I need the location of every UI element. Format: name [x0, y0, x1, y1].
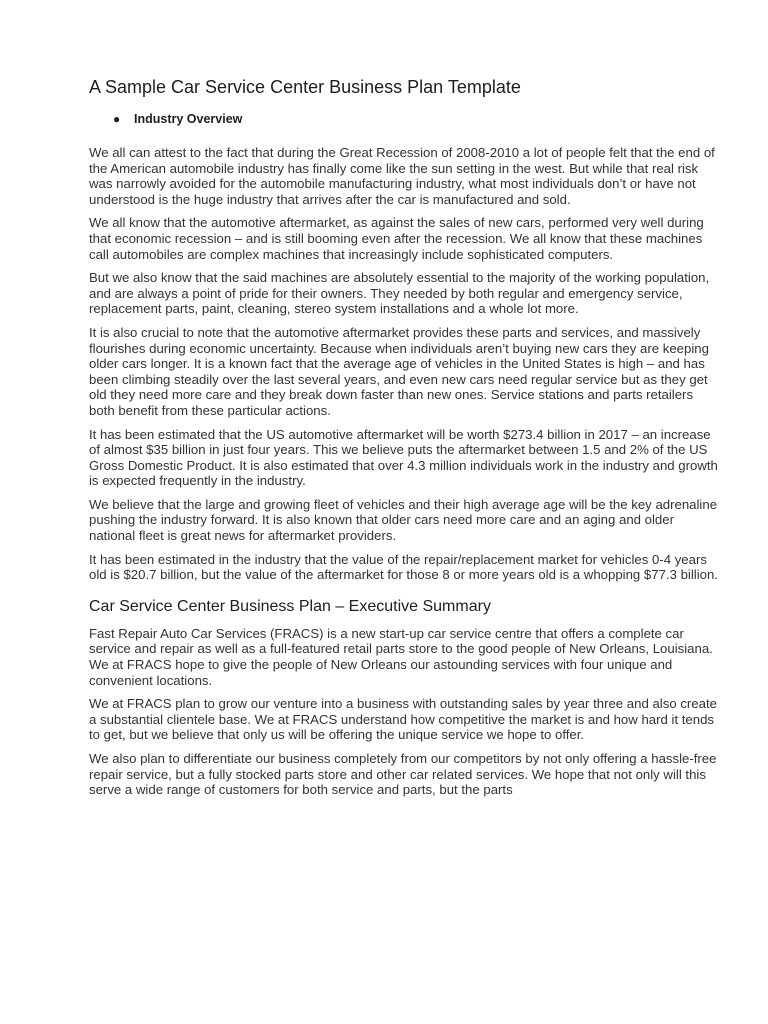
bullet-dot-icon: ●: [113, 112, 121, 126]
paragraph: We all can attest to the fact that during the Great Recession of 2008-2010 a lot of people felt that the end of the American automobile industry has finally come like the sun setting in the west. But while that real risk was narrowly avoided for the automobile manufacturing industry, what most individuals don’t or have not understood is the huge industry that arrives after the car is manufactured and sold.: [89, 145, 715, 207]
paragraph: We also plan to differentiate our business completely from our competitors by not only offering a hassle-free repair service, but a fully stocked parts store and other car related services. We hope that not only will this serve a wide range of customers for both service and parts, but the parts: [89, 751, 717, 798]
paragraph: We at FRACS plan to grow our venture into a business with outstanding sales by year three and also create a substantial clientele base. We at FRACS understand how competitive the market is and how hard it tends to get, but we believe that only us will be offering the unique service we hope to offer.: [89, 696, 717, 743]
paragraph: It has been estimated that the US automotive aftermarket will be worth $273.4 billion in 2017 – an increase of almost $35 billion in just four years. This we believe puts the aftermarket between 1.5 and 2% of the US Gross Domestic Product. It is also estimated that over 4.3 million individuals work in the industry and growth is expected frequently in the industry.: [89, 426, 718, 489]
bullet-list: [89, 111, 722, 127]
document-title: A Sample Car Service Center Business Plan Template: [89, 77, 521, 97]
paragraph: We believe that the large and growing fleet of vehicles and their high average age will be the key adrenaline pushing the industry forward. It is also known that older cars need more care and an aging and older national fleet is great news for aftermarket providers.: [89, 496, 718, 544]
paragraph: It is also crucial to note that the automotive aftermarket provides these parts and services, and massively flourishes during economic uncertainty. Because when individuals aren’t buying new cars they are keeping older cars longer. It is a known fact that the average age of vehicles in the United States is high – and has been climbing steadily over the last several years, and even new cars need regular service but as they get old they need more care and they break down faster than new ones. Service stations and parts retailers both benefit from these particular actions.: [89, 324, 709, 418]
bullet-item-industry-overview: [89, 111, 722, 127]
section-heading: Car Service Center Business Plan – Executive Summary: [89, 597, 491, 615]
paragraph: We all know that the automotive aftermarket, as against the sales of new cars, performed very well during that economic recession – and is still booming even after the recession. We all know that these machines call automobiles are complex machines that increasingly include sophisticated computers.: [89, 215, 704, 262]
paragraph: Fast Repair Auto Car Services (FRACS) is a new start-up car service centre that offers a complete car service and repair as well as a full-featured retail parts store to the good people of New Orleans, Louisiana. We at FRACS hope to give the people of New Orleans our astounding services with four unique and convenient locations.: [89, 625, 713, 688]
paragraph: It has been estimated in the industry that the value of the repair/replacement market for vehicles 0-4 years old is $20.7 billion, but the value of the aftermarket for those 8 or more years old is a whopping $77.3 billion.: [89, 551, 718, 583]
bullet-label: Industry Overview: [134, 112, 243, 126]
paragraph: But we also know that the said machines are absolutely essential to the majority of the working population, and are always a point of pride for their owners. They needed by both regular and emergency service, replacement parts, paint, cleaning, stereo system installations and a whole lot more.: [89, 270, 710, 317]
